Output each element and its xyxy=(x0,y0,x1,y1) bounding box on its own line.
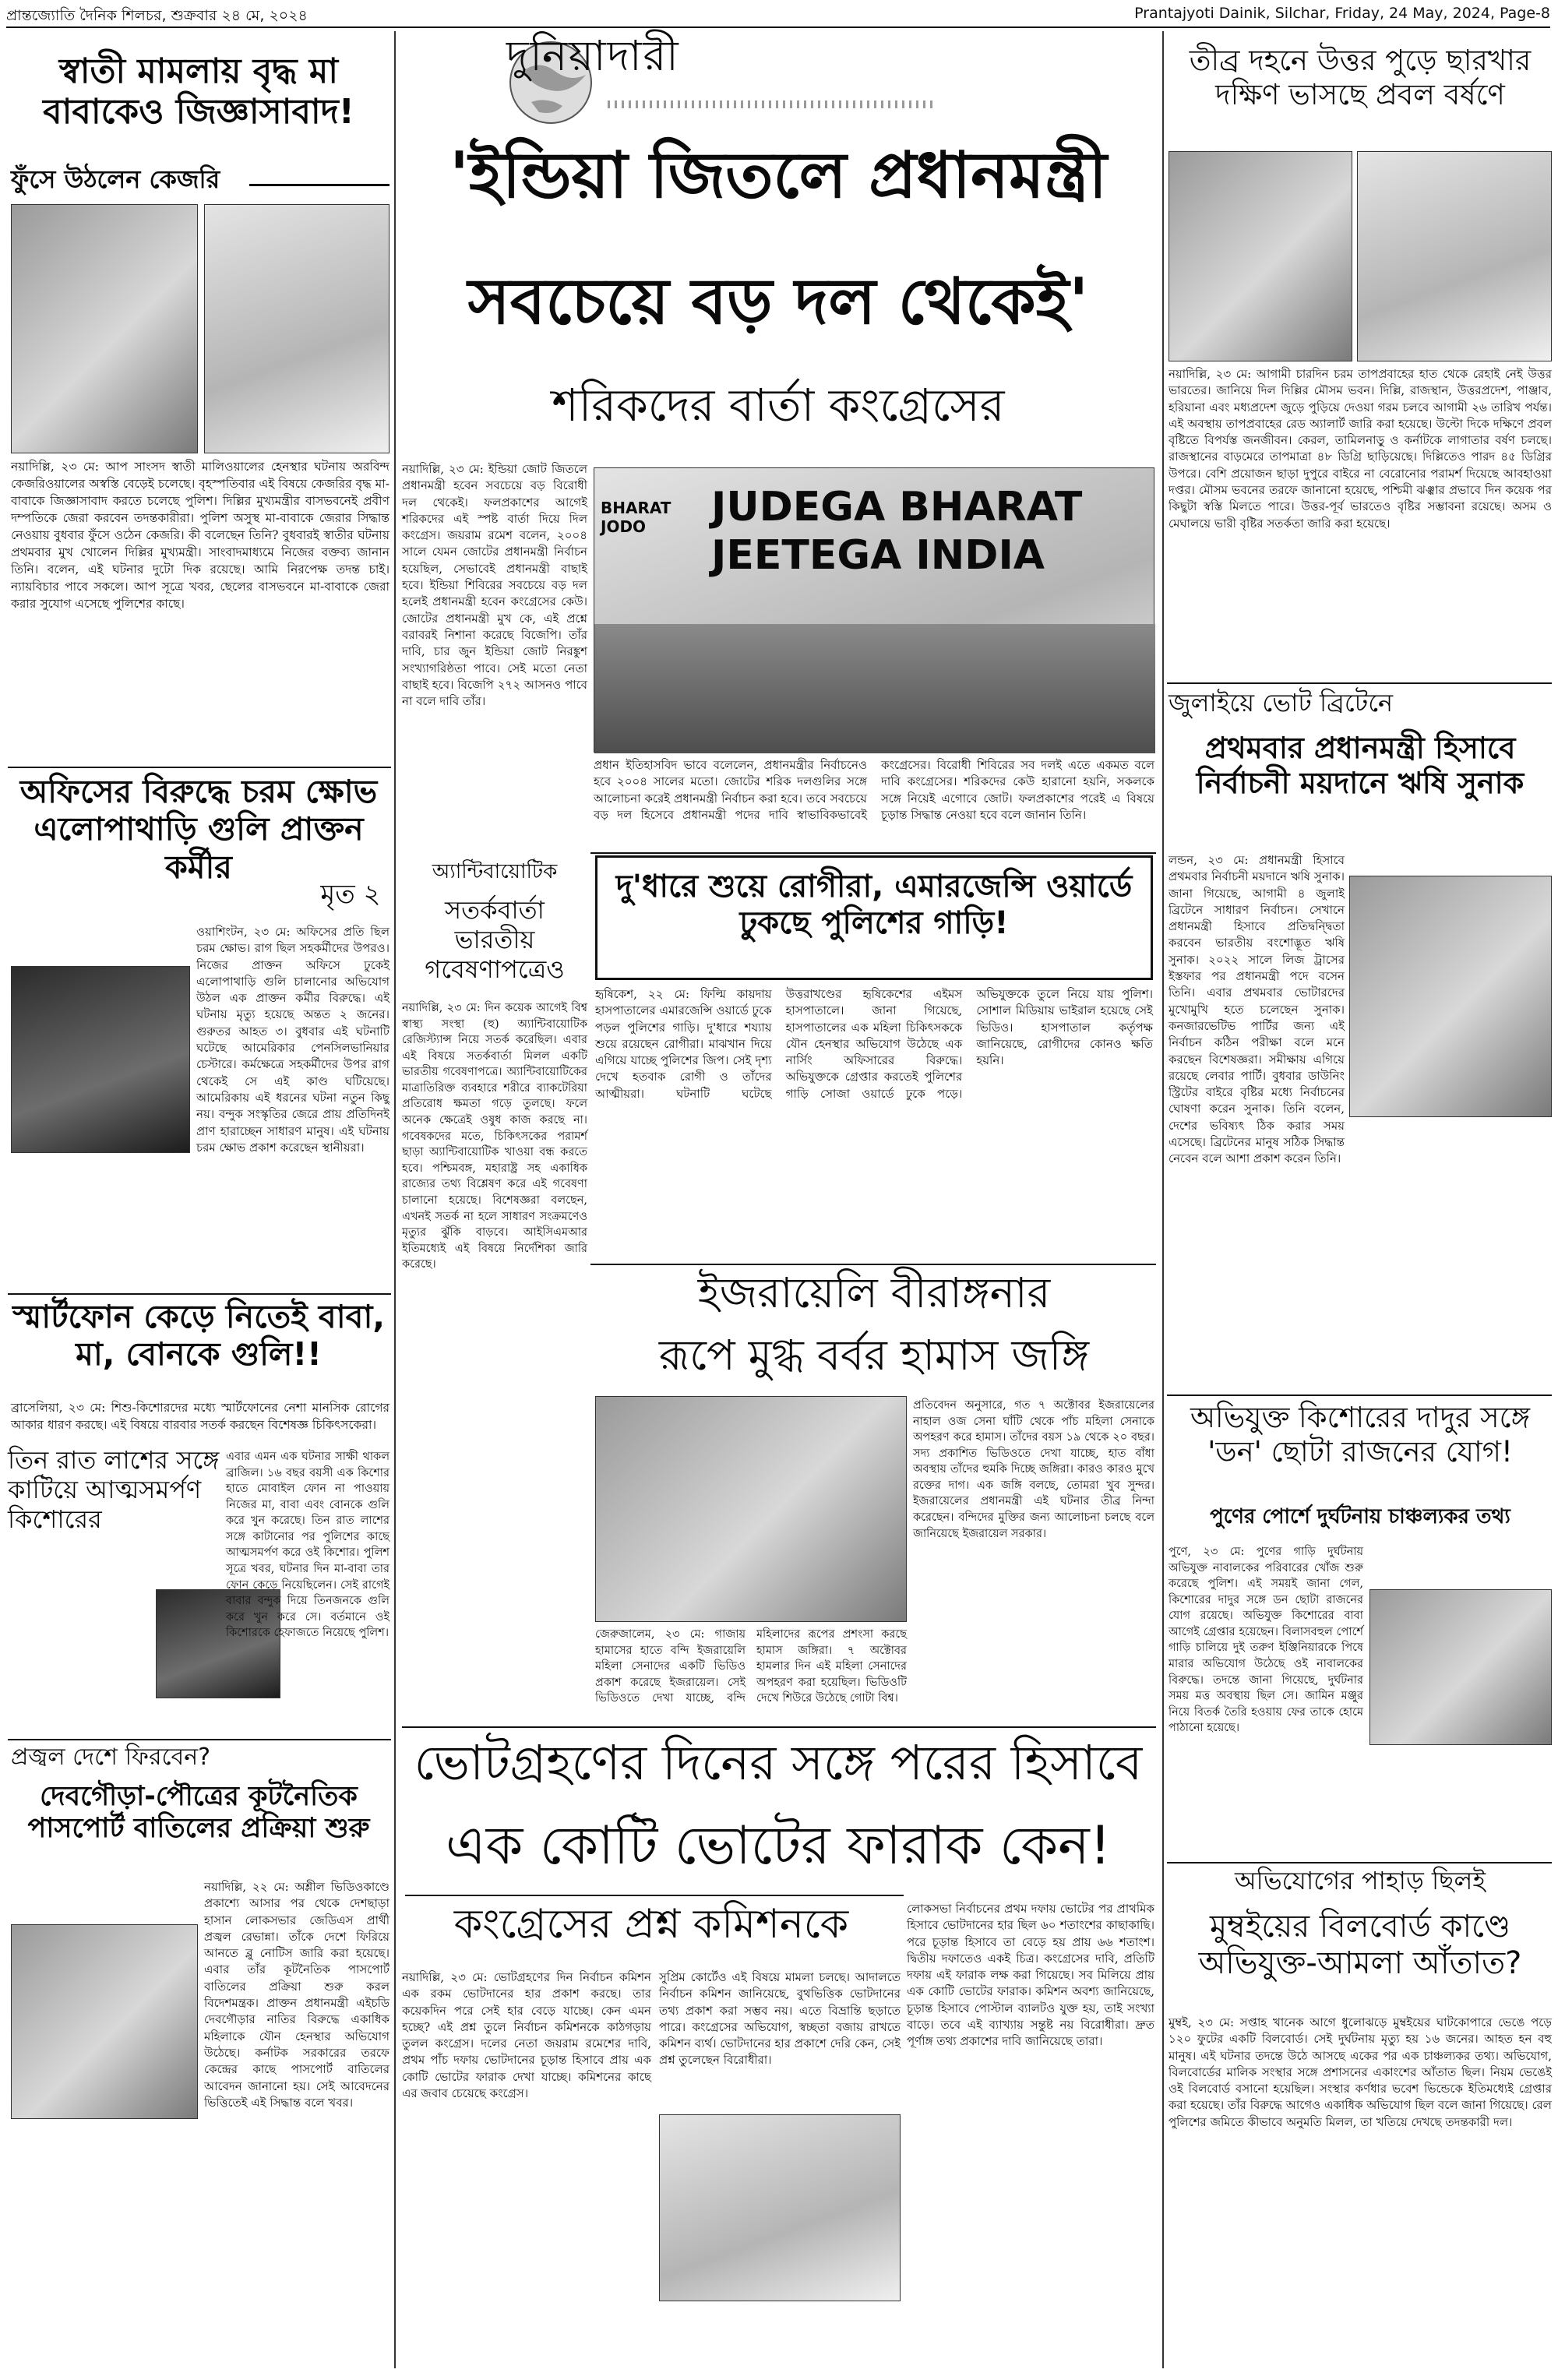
prajwal-body: নয়াদিল্লি, ২২ মে: অশ্লীল ভিডিওকাণ্ডে প্রকাশ্যে আসার পর থেকে দেশছাড়া হাসান লোকসভার জেডিএস প্রার্থী প্রজ্বল রেভান্না। তাঁকে দেশে ফিরিয়ে আনতে ব্লু নোটিস জারি করা হয়েছে। এবার তাঁর কূটনৈতিক পাসপোর্ট বাতিলের প্রক্রিয়া শুরু করল বিদেশমন্ত্রক। প্রাক্তন প্রধানমন্ত্রী এইচডি দেবগৌড়ার নাতির বিরুদ্ধে একাধিক মহিলাকে যৌন হেনস্থার অভিযোগ উঠেছে। কর্নাটক সরকারের তরফে কেন্দ্রের কাছে পাসপোর্ট বাতিলের আবেদন জানানো হয়। সেই আবেদনের ভিত্তিতেই এই সিদ্ধান্ত বলে খবর। xyxy=(204,1880,390,2110)
rally-banner-side: BHARAT JODO xyxy=(601,499,671,536)
lead-headline-1: 'ইন্ডিয়া জিতলে প্রধানমন্ত্রী xyxy=(449,139,1108,213)
phone-headline: স্মার্টফোন কেড়ে নিতেই বাবা, মা, বোনকে গুলি!! xyxy=(12,1298,385,1373)
rule xyxy=(8,1739,391,1740)
rule xyxy=(402,1726,1156,1728)
office-tag: মৃত ২ xyxy=(320,879,381,910)
column-rule-right xyxy=(1162,31,1164,2368)
hospital-headline-box xyxy=(595,855,1153,980)
vote-body-mid: সুপ্রিম কোর্টেও এই বিষয়ে মামলা চলছে। আদালতে নির্বাচন কমিশন জানিয়েছে, বুথভিত্তিক ভোটদানের তথ্য প্রকাশ করা সম্ভব নয়। এতে বিভ্রান্তি ছড়াতে পারে। কংগ্রেসের অভিযোগ, স্বচ্ছতা বজায় রাখতে কমিশন ব্যর্থ। ভোটদানের হার প্রকাশে দেরি কেন, সেই প্রশ্ন তুলেছেন বিরোধীরা। xyxy=(659,1970,901,2068)
teen-car-headline: অভিযুক্ত কিশোরের দাদুর সঙ্গে 'ডন' ছোটা রাজনের যোগ! xyxy=(1190,1401,1531,1469)
teen-headline: তিন রাত লাশের সঙ্গে কাটিয়ে আত্মসমর্পণ কিশোরের xyxy=(8,1445,220,1534)
swati-headline: স্বাতী মামলায় বৃদ্ধ মা বাবাকেও জিজ্ঞাসাবাদ! xyxy=(43,51,354,132)
kicker-rule xyxy=(249,184,390,186)
lead-body-bottom: প্রধান ইতিহাসবিদ ভাবে বলেলেন, প্রধানমন্ত্রীর নির্বাচনেও হবে ২০০৪ সালের মতো। জোটের শরিক দলগুলির সঙ্গে আলোচনা করেই প্রধানমন্ত্রী নির্বাচন করা হবে। তবে সবচেয়ে বড় দল হিসেবে প্রধানমন্ত্রী পদের দাবি স্বাভাবিকভাবেই কংগ্রেসের। বিরোধী শিবিরের সব দলই এতে একমত বলে দাবি কংগ্রেসের। শরিকদের কেউ হারানো হয়নি, সকলকে সঙ্গে নিয়েই এগোবে জোট। ফলপ্রকাশের পরেই এ বিষয়ে চূড়ান্ত সিদ্ধান্ত নেওয়া হবে বলে জানান তিনি। xyxy=(594,758,1154,822)
uk-body: লন্ডন, ২৩ মে: প্রধানমন্ত্রী হিসাবে প্রথমবার নির্বাচনী ময়দানে ঋষি সুনাক। জানা গিয়েছে, আগামী ৪ জুলাই ব্রিটেনে সাধারণ নির্বাচন। সেখানে প্রধানমন্ত্রী হিসাবে প্রতিদ্বন্দ্বিতা করবেন ভারতীয় বংশোদ্ভূত ঋষি সুনাক। ২০২২ সালে লিজ ট্রাসের ইস্তফার পর প্রধানমন্ত্রী পদে বসেন তিনি। এবার প্রথমবার ভোটারদের মুখোমুখি হতে চলেছেন সুনাক। কনজারভেটিভ পার্টির জন্য এই নির্বাচন কঠিন পরীক্ষা বলে মনে করছেন বিশেষজ্ঞরা। সমীক্ষায় এগিয়ে রয়েছে লেবার পার্টি। বুধবার ডাউনিং স্ট্রিটের বাইরে বৃষ্টির মধ্যে নির্বাচনের ঘোষণা করেন সুনাক। তিনি বলেন, দেশের ভবিষ্যৎ ঠিক করার সময় এসেছে। ব্রিটেনের মানুষ সঠিক সিদ্ধান্ত নেবেন বলে আশা প্রকাশ করেন তিনি। xyxy=(1168,853,1345,1166)
office-body: ওয়াশিংটন, ২৩ মে: অফিসের প্রতি ছিল চরম ক্ষোভ। রাগ ছিল সহকর্মীদের উপরও। নিজের প্রাক্তন অফিসে ঢুকেই এলোপাথাড়ি গুলি চালানোর অভিযোগ উঠল এক প্রাক্তন কর্মীর বিরুদ্ধে। এই ঘটনায় মৃত্যু হয়েছে অন্তত ২ জনের। গুরুতর আহত ৩। বুধবার এই ঘটনাটি ঘটেছে আমেরিকার পেনসিলভানিয়ার চেস্টারে। কর্মক্ষেত্রে সহকর্মীদের উপর রাগ থেকেই সে এই কাণ্ড ঘটিয়েছে। আমেরিকায় এই ধরনের ঘটনা নতুন কিছু নয়। বন্দুক সংস্কৃতির জেরে প্রায় প্রতিদিনই প্রাণ হারাচ্ছেন সাধারণ মানুষ। এই ঘটনায় চরম ক্ষোভ প্রকাশ করেছেন স্থানীয়রা। xyxy=(196,925,390,1155)
uk-kicker: জুলাইয়ে ভোট ব্রিটেনে xyxy=(1168,688,1394,718)
israel-body-left: জেরুজালেম, ২৩ মে: গাজায় হামাসের হাতে বন্দি ইজরায়েলি মহিলা সেনাদের একটি ভিডিও প্রকাশ করেছে ইজরায়েল। সেই ভিডিওতে দেখা যাচ্ছে, বন্দি মহিলাদের রূপের প্রশংসা করছে হামাস জঙ্গিরা। ৭ অক্টোবর হামলার দিন এই মহিলা সেনাদের অপহরণ করা হয়েছিল। ভিডিওটি দেখে শিউরে উঠেছে গোটা বিশ্ব। xyxy=(595,1628,907,1705)
teen-car-body: পুণে, ২৩ মে: পুণের গাড়ি দুর্ঘটনায় অভিযুক্ত নাবালকের পরিবারের খোঁজ শুরু করেছে পুলিশ। এই সময়ই জানা গেল, কিশোরের দাদুর সঙ্গে ডন ছোটা রাজনের যোগ রয়েছে। অভিযুক্ত কিশোরের বাবা আগেই গ্রেপ্তার হয়েছেন। বিলাসবহুল পোর্শে গাড়ি চালিয়ে দুই তরুণ ইঞ্জিনিয়ারকে পিষে মারার অভিযোগ উঠেছে ওই নাবালকের বিরুদ্ধে। তদন্তে জানা গিয়েছে, দুর্ঘটনার সময় মত্ত অবস্থায় ছিল সে। জামিন মঞ্জুর নিয়ে বিতর্ক তৈরি হওয়ায় ফের তাকে হোমে পাঠানো হয়েছে। xyxy=(1168,1546,1363,1735)
phone-body: ব্রাসেলিয়া, ২৩ মে: শিশু-কিশোরদের মধ্যে স্মার্টফোনের নেশা মানসিক রোগের আকার ধারণ করছে। এই বিষয়ে বারবার সতর্ক করছেন বিশেষজ্ঞ চিকিৎসকেরা। xyxy=(11,1401,390,1432)
rule xyxy=(590,1264,1156,1265)
vote-headline-1: ভোটগ্রহণের দিনের সঙ্গে পরের হিসাবে xyxy=(414,1734,1143,1791)
rally-banner-1: JUDEGA BHARAT xyxy=(711,484,1083,531)
flood-photo xyxy=(1168,151,1352,361)
antibiotic-body: নয়াদিল্লি, ২৩ মে: দিন কয়েক আগেই বিশ্ব স্বাস্থ্য সংস্থা (হু) অ্যান্টিবায়োটিক রেজিস্ট্যান্স নিয়ে সতর্ক করেছিল। এবার এই বিষয়ে সতর্কবার্তা মিলল একটি ভারতীয় গবেষণাপত্রে। অ্যান্টিবায়োটিকের মাত্রাতিরিক্ত ব্যবহারে শরীরে ব্যাকটেরিয়া প্রতিরোধ ক্ষমতা গড়ে তুলছে। ফলে অনেক ক্ষেত্রেই ওষুধ কাজ করছে না। গবেষকদের মতে, চিকিৎসকের পরামর্শ ছাড়া অ্যান্টিবায়োটিক খাওয়া বন্ধ করতে হবে। পশ্চিমবঙ্গ, মহারাষ্ট্র সহ একাধিক রাজ্যের তথ্য বিশ্লেষণ করে এই গবেষণা চালানো হয়েছে। বিশেষজ্ঞরা বলছেন, এখনই সতর্ক না হলে সাধারণ সংক্রমণেও মৃত্যুর ঝুঁকি বাড়বে। আইসিএমআর ইতিমধ্যেই এই বিষয়ে নির্দেশিকা জারি করেছে। xyxy=(402,1002,587,1271)
crowd xyxy=(594,624,1155,753)
prajwal-headline: দেবগৌড়া-পৌত্রের কূটনৈতিক পাসপোর্ট বাতিলের প্রক্রিয়া শুরু xyxy=(27,1781,370,1845)
soldiers-photo xyxy=(595,1396,907,1622)
rule xyxy=(1167,1395,1552,1396)
column-rule-left xyxy=(394,31,396,2368)
lead-body-left: নয়াদিল্লি, ২৩ মে: ইন্ডিয়া জোট জিতলে প্রধানমন্ত্রী হবেন সবচেয়ে বড় বিরোধী দল থেকেই। ফলপ্রকাশের আগেই শরিকদের এই স্পষ্ট বার্তা দিয়ে দিল কংগ্রেস। জয়রাম রমেশ বলেন, ২০০৪ সালে যেমন জোটের প্রধানমন্ত্রী নির্বাচন হয়েছিল, সেভাবেই প্রধানমন্ত্রী বাছাই হবে। ইন্ডিয়া শিবিরের সবচেয়ে বড় দল হলেই প্রধানমন্ত্রী হবেন কংগ্রেসের কেউ। জোটের প্রধানমন্ত্রী মুখ কে, এই প্রশ্নে বরাবরই নিশানা করেছে বিজেপি। তাঁর দাবি, চার জুন ইন্ডিয়া জোট নিরঙ্কুশ সংখ্যাগরিষ্ঠতা পাবে। সেই মতো নেতা বাছাই হবে। বিজেপি ২৭২ আসনও পাবে না বলে দাবি তাঁর। xyxy=(402,462,587,709)
heat-photo xyxy=(1357,151,1552,361)
rule xyxy=(405,1895,904,1896)
vote-body-left: নয়াদিল্লি, ২৩ মে: ভোটগ্রহণের দিন নির্বাচন কমিশন এক রকম ভোটদানের হার প্রকাশ করছে। তার কয়েকদিন পরে সেই হার বেড়ে যাচ্ছে। কেন এমন হচ্ছে? এই প্রশ্ন তুলে নির্বাচন কমিশনকে কাঠগড়ায় তুলল কংগ্রেস। দলের নেতা জয়রাম রমেশের দাবি, প্রথম পাঁচ দফায় ভোটদানের চূড়ান্ত হিসাবে প্রায় এক কোটি ভোটের ফারাক দেখা যাচ্ছে। কমিশনের কাছে এর জবাব চেয়েছে কংগ্রেস। xyxy=(402,1970,651,2101)
rule xyxy=(8,767,391,768)
teen-car-subhead: পুণের পোর্শে দুর্ঘটনায় চাঞ্চল্যকর তথ্য xyxy=(1210,1505,1510,1528)
office-headline: অফিসের বিরুদ্ধে চরম ক্ষোভ এলোপাথাড়ি গুলি প্রাক্তন কর্মীর xyxy=(19,773,378,886)
folio-left: প্রান্তজ্যোতি দৈনিক শিলচর, শুক্রবার ২৪ মে, ২০২৪ xyxy=(6,7,308,24)
billboard-kicker: অভিযোগের পাহাড় ছিলই xyxy=(1234,1866,1486,1895)
porsche-photo xyxy=(1369,1589,1552,1745)
uk-headline: প্রথমবার প্রধানমন্ত্রী হিসাবে নির্বাচনী ময়দানে ঋষি সুনাক xyxy=(1196,731,1525,800)
israel-headline-2: রূপে মুগ্ধ বর্বর হামাস জঙ্গি xyxy=(658,1331,1090,1380)
section-title: দুনিয়াদারী xyxy=(506,31,680,80)
hospital-headline: দু'ধারে শুয়ে রোগীরা, এমারজেন্সি ওয়ার্ডে ঢুকছে পুলিশের গাড়ি! xyxy=(615,869,1133,942)
rally-photo xyxy=(594,467,1154,753)
antibiotic-kicker: অ্যান্টিবায়োটিক xyxy=(432,860,558,883)
prajwal-photo xyxy=(11,1924,198,2119)
rule xyxy=(1167,1862,1552,1863)
vote-subhead: কংগ্রেসের প্রশ্ন কমিশনকে xyxy=(453,1901,849,1948)
rule xyxy=(8,1293,391,1295)
lead-headline-2: সবচেয়ে বড় দল থেকেই' xyxy=(467,265,1089,339)
teen-body: এবার এমন এক ঘটনার সাক্ষী থাকল ব্রাজিল। ১৬ বছর বয়সী এক কিশোর হাতে মোবাইল ফোন না পাওয়ায় নিজের মা, বাবা এবং বোনকে গুলি করে খুন করেছে। তিন রাত লাশের সঙ্গে কাটানোর পর পুলিশের কাছে আত্মসমর্পণ করে ওই কিশোর। পুলিশ সূত্রে খবর, ঘটনার দিন মা-বাবা তার ফোন কেড়ে নিয়েছিলেন। সেই রাগেই বাবার বন্দুক দিয়ে তিনজনকে গুলি করে খুন করে সে। বর্তমানে ওই কিশোরকে হেফাজতে নিয়েছে পুলিশ। xyxy=(226,1451,390,1640)
kejriwal-photo xyxy=(11,204,198,453)
vote-body-right: লোকসভা নির্বাচনের প্রথম দফায় ভোটের পর প্রাথমিক হিসাবে ভোটদানের হার ছিল ৬০ শতাংশের কাছাকাছি। পরে চূড়ান্ত হিসাবে তা বেড়ে হয় প্রায় ৬৬ শতাংশ। দ্বিতীয় দফাতেও একই চিত্র। কংগ্রেসের দাবি, প্রতিটি দফায় এই ফারাক লক্ষ করা গিয়েছে। সব মিলিয়ে প্রায় এক কোটি ভোটের ফারাক। কমিশন অবশ্য জানিয়েছে, চূড়ান্ত হিসাবে পোস্টাল ব্যালটও যুক্ত হয়, তাই সংখ্যা বাড়ে। তবে এই ব্যাখ্যায় সন্তুষ্ট নয় বিরোধীরা। দ্রুত পূর্ণাঙ্গ তথ্য প্রকাশের দাবি জানিয়েছে তারা। xyxy=(907,1902,1154,2049)
vote-headline-2: এক কোটি ভোটের ফারাক কেন! xyxy=(445,1815,1112,1877)
billboard-body: মুম্বই, ২৩ মে: সপ্তাহ খানেক আগে ধুলোঝড়ে মুম্বইয়ের ঘাটকোপারে ভেঙে পড়ে ১২০ ফুটের একটি বিলবোর্ড। সেই দুর্ঘটনায় মৃত্যু হয় ১৬ জনের। আহত হন বহু মানুষ। এই ঘটনার তদন্তে উঠে আসছে একের পর এক চাঞ্চল্যকর তথ্য। অভিযোগ, বিলবোর্ডের মালিক সংস্থার সঙ্গে প্রশাসনের একাংশের আঁতাত ছিল। নিয়ম ভেঙেই ওই বিলবোর্ড বসানো হয়েছিল। সংস্থার কর্ণধার ভবেশ ভিন্ডেকে ইতিমধ্যেই গ্রেপ্তার করা হয়েছে। তাঁর বিরুদ্ধে আগেও একাধিক অভিযোগ ছিল বলে জানা গিয়েছে। রেল পুলিশের জমিতে কীভাবে অনুমতি মিলল, তা খতিয়ে দেখছে তদন্তকারী দল। xyxy=(1168,2015,1552,2129)
folio-rule xyxy=(6,26,1550,28)
folio-right: Prantajyoti Dainik, Silchar, Friday, 24 May, 2024, Page-8 xyxy=(1134,5,1550,22)
swati-photo xyxy=(204,204,390,453)
heat-body: নয়াদিল্লি, ২৩ মে: আগামী চারদিন চরম তাপপ্রবাহের হাত থেকে রেহাই নেই উত্তর ভারতের। জানিয়ে দিল দিল্লির মৌসম ভবন। দিল্লি, রাজস্থান, উত্তরপ্রদেশ, পাঞ্জাব, হরিয়ানা এবং মধ্যপ্রদেশ জুড়ে পুড়িয়ে দেওয়া গরম চলবে আগামী ২৬ তারিখ পর্যন্ত। এই অবস্থায় তাপপ্রবাহের রেড অ্যালার্ট জারি করা হয়েছে। উল্টো দিকে দক্ষিণে প্রবল বৃষ্টিতে বিপর্যস্ত জনজীবন। কেরল, তামিলনাড়ু ও কর্নাটকে লাগাতার বর্ষণ চলছে। রাজস্থানের বাড়মেরে তাপমাত্রা ৪৮ ডিগ্রি ছাড়িয়েছে। দিল্লিতেও পারদ ৪৫ ডিগ্রির উপরে। বেশি প্রয়োজন ছাড়া দুপুরে বাইরে না বেরোনোর পরামর্শ দিয়েছে আবহাওয়া দপ্তর। মৌসম ভবনের তরফে জানানো হয়েছে, পশ্চিমী ঝঞ্ঝার প্রভাবে দিন কয়েক পর কিছুটা স্বস্তি মিলতে পারে। উত্তর-পূর্ব ভারতেও বৃষ্টির সম্ভাবনা রয়েছে। অসম ও মেঘালয়ে ভারী বৃষ্টির সতর্কতা জারি করা হয়েছে। xyxy=(1168,367,1552,531)
rally-banner-2: JEETEGA INDIA xyxy=(711,532,1045,579)
billboard-headline: মুম্বইয়ের বিলবোর্ড কাণ্ডে অভিযুক্ত-আমলা আঁতাত? xyxy=(1198,1909,1522,1982)
israel-headline-1: ইজরায়েলি বীরাঙ্গনার xyxy=(697,1268,1051,1317)
crime-scene-photo xyxy=(11,966,190,1153)
israel-body-right: প্রতিবেদন অনুসারে, গত ৭ অক্টোবর ইজরায়েলের নাহাল ওজ সেনা ঘাঁটি থেকে পাঁচ মহিলা সেনাকে অপহরণ করে হামাস। তাঁদের বয়স ১৯ থেকে ২০ বছর। সদ্য প্রকাশিত ভিডিওতে দেখা যাচ্ছে, হাত বাঁধা অবস্থায় তাঁদের হুমকি দিচ্ছে জঙ্গিরা। কারও কারও মুখে রক্তের দাগ। এক জঙ্গি বলছে, তোমরা খুব সুন্দর। ইজরায়েলের প্রধানমন্ত্রী এই ঘটনার তীব্র নিন্দা করেছেন। বন্দিদের মুক্তির জন্য আলোচনা চলছে বলে জানিয়েছে ইজরায়েল সরকার। xyxy=(913,1399,1154,1540)
jairam-photo xyxy=(659,2114,901,2301)
prajwal-kicker: প্রজ্বল দেশে ফিরবেন? xyxy=(11,1744,211,1771)
heat-headline: তীব্র দহনে উত্তর পুড়ে ছারখার দক্ষিণ ভাসছে প্রবল বর্ষণে xyxy=(1189,44,1532,111)
hospital-body: হৃষিকেশ, ২২ মে: ফিল্মি কায়দায় হাসপাতালের এমারজেন্সি ওয়ার্ডে ঢুকে পড়ল পুলিশের গাড়ি। দু'ধারে শয্যায় শুয়ে রয়েছেন রোগীরা। মাঝখান দিয়ে এগিয়ে যাচ্ছে পুলিশের জিপ। সেই দৃশ্য দেখে হতবাক রোগী ও তাঁদের আত্মীয়রা। ঘটনাটি ঘটেছে উত্তরাখণ্ডের হৃষিকেশের এইমস হাসপাতালে। জানা গিয়েছে, হাসপাতালের এক মহিলা চিকিৎসককে যৌন হেনস্থার অভিযোগ উঠেছে এক নার্সিং অফিসারের বিরুদ্ধে। অভিযুক্তকে গ্রেপ্তার করতেই পুলিশের গাড়ি সোজা ওয়ার্ডে ঢুকে পড়ে। অভিযুক্তকে তুলে নিয়ে যায় পুলিশ। সোশাল মিডিয়ায় ভাইরাল হয়েছে সেই ভিডিও। হাসপাতাল কর্তৃপক্ষ জানিয়েছে, রোগীদের কোনও ক্ষতি হয়নি। xyxy=(595,987,1153,1101)
rule xyxy=(590,852,1156,854)
lead-subhead: শরিকদের বার্তা কংগ্রেসের xyxy=(552,379,1005,432)
rule xyxy=(1167,682,1552,684)
section-underline xyxy=(608,93,935,115)
antibiotic-headline: সতর্কবার্তা ভারতীয় গবেষণাপত্রেও xyxy=(425,895,565,984)
swati-body: নয়াদিল্লি, ২৩ মে: আপ সাংসদ স্বাতী মালিওয়ালের হেনস্থার ঘটনায় অরবিন্দ কেজরিওয়ালের অস্বস্তি বেড়েই চলেছে। বৃহস্পতিবার এই বিষয়ে কেজরির বৃদ্ধ মা-বাবাকে জিজ্ঞাসাবাদ করতে চলেছে পুলিশ। দিল্লির মুখ্যমন্ত্রীর বাসভবনেই প্রবীণ দম্পতিকে জেরা করবেন তদন্তকারীরা। পুলিশ অসুস্থ মা-বাবাকে জেরার সিদ্ধান্ত নেওয়ায় বুধবার ফুঁসে ওঠেন কেজরি। কী বলেছেন তিনি? বুধবারই স্বাতীর ঘটনায় প্রথমবার মুখ খোলেন দিল্লির মুখ্যমন্ত্রী। সাংবাদমাধ্যমে নিজের বক্তব্য জানান তিনি। বলেন, এই ঘটনার দুটো দিক রয়েছে। আমি নিরপেক্ষ তদন্ত চাই। ন্যায়বিচার পাবে সকলে। আপ সূত্রে খবর, ছেলের বাসভবনে মা-বাবাকে জেরা করার সুযোগ এসেছে পুলিশের কাছে। xyxy=(11,460,390,611)
sunak-photo xyxy=(1349,876,1552,1117)
swati-kicker: ফুঁসে উঠলেন কেজরি xyxy=(11,164,220,194)
